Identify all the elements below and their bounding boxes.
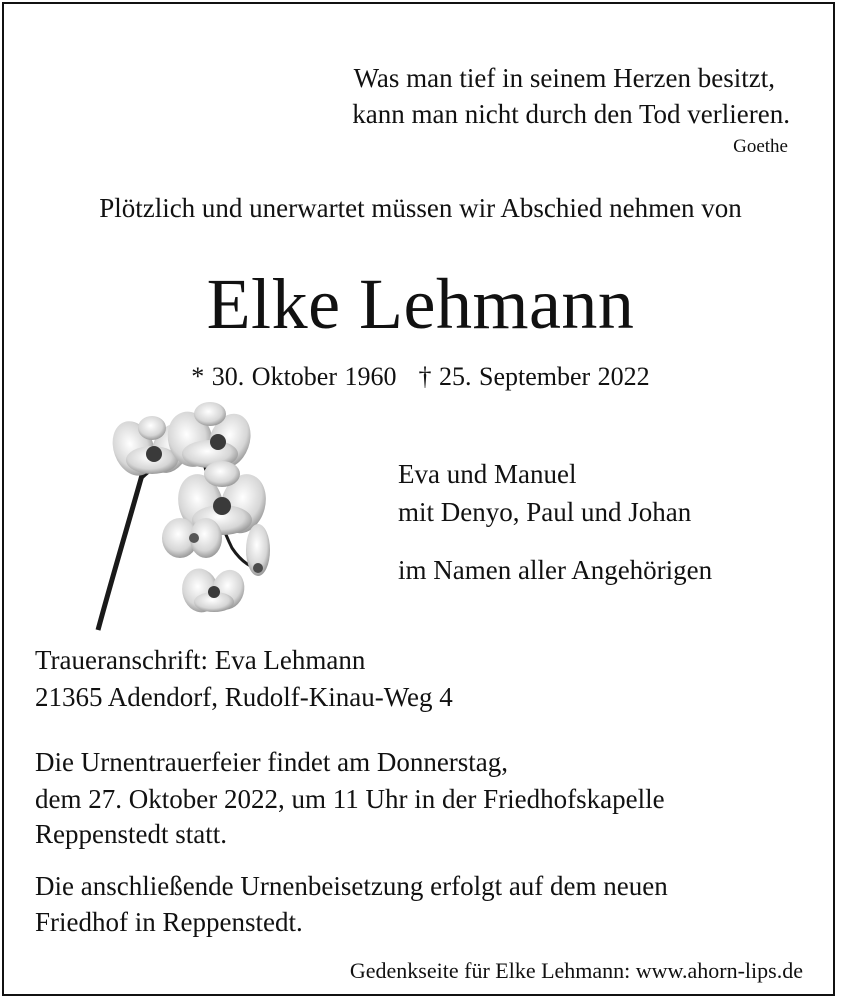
mourning-address-line-1: Traueranschrift: Eva Lehmann (35, 645, 366, 675)
family-line-3: im Namen aller Angehörigen (398, 555, 713, 585)
ceremony-line-1: Die Urnentrauerfeier findet am Donnerstag, (35, 747, 509, 777)
memorial-page-link[interactable]: Gedenkseite für Elke Lehmann: www.ahorn-lips.de (349, 958, 803, 983)
mourning-address-line-2: 21365 Adendorf, Rudolf-Kinau-Weg 4 (35, 682, 453, 712)
deceased-name: Elke Lehmann (206, 264, 635, 344)
death-date: † 25. September 2022 (418, 362, 650, 391)
quote-line-1: Was man tief in seinem Herzen besitzt, (353, 63, 775, 93)
burial-line-1: Die anschließende Urnenbeisetzung erfolgt auf dem neuen (35, 871, 668, 901)
birth-date: * 30. Oktober 1960 (191, 362, 397, 391)
intro-text: Plötzlich und unerwartet müssen wir Abschied nehmen von (99, 193, 742, 223)
family-line-2: mit Denyo, Paul und Johan (398, 497, 692, 527)
family-line-1: Eva und Manuel (398, 459, 577, 489)
ceremony-line-3: Reppenstedt statt. (35, 819, 227, 849)
quote-line-2: kann man nicht durch den Tod verlieren. (352, 99, 790, 129)
quote-author: Goethe (733, 136, 788, 157)
orchid-flower-icon (92, 398, 282, 634)
ceremony-line-2: dem 27. Oktober 2022, um 11 Uhr in der Friedhofskapelle (35, 784, 665, 814)
life-dates (0, 360, 841, 394)
burial-line-2: Friedhof in Reppenstedt. (35, 907, 303, 937)
